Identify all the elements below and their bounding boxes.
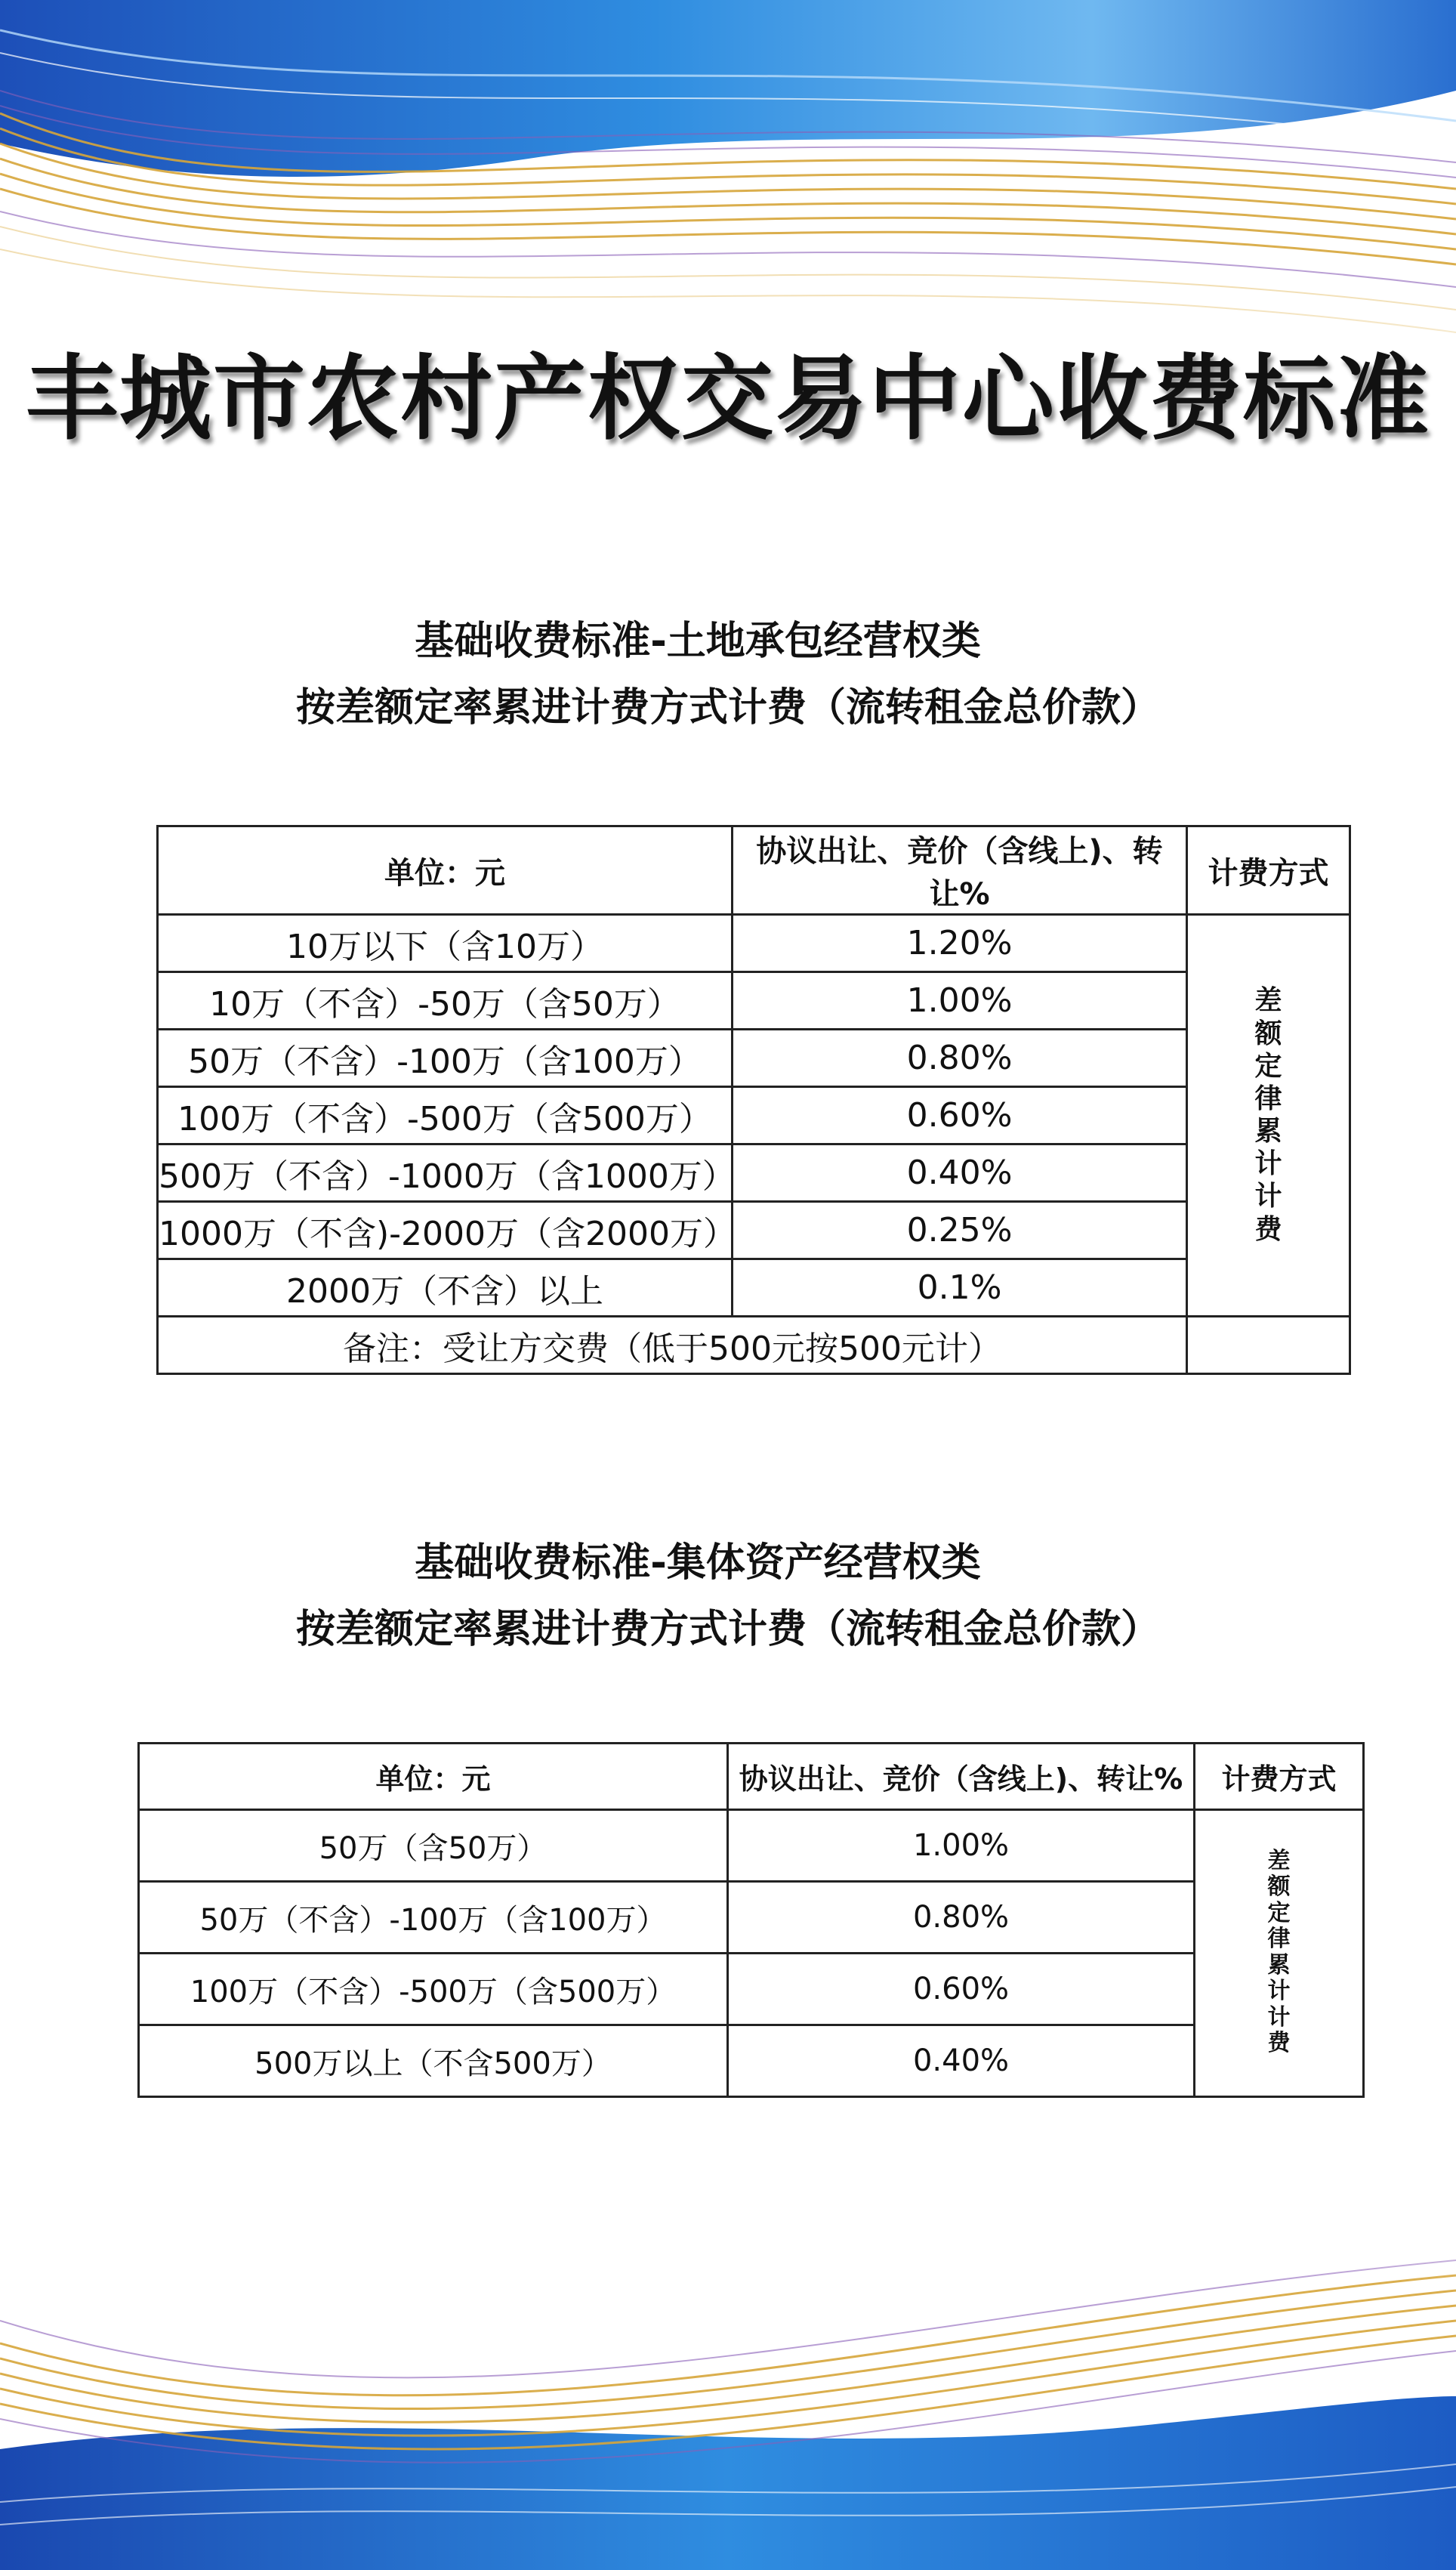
range-cell: 500万以上（不含500万） (139, 2025, 728, 2097)
rate-cell: 0.80% (733, 1030, 1187, 1087)
rate-cell: 0.80% (728, 1882, 1195, 1954)
rate-cell: 0.25% (733, 1202, 1187, 1259)
table-row (158, 1202, 1350, 1259)
table-row (139, 2025, 1364, 2097)
range-cell: 100万（不含）-500万（含500万） (158, 1087, 733, 1144)
section2-title (0, 1530, 1456, 1663)
range-cell: 50万（不含）-100万（含100万） (158, 1030, 733, 1087)
land-contract-fee-table (156, 825, 1351, 1375)
range-cell: 100万（不含）-500万（含500万） (139, 1954, 728, 2025)
table-note-row (158, 1317, 1350, 1374)
rate-cell: 1.00% (728, 1810, 1195, 1882)
table-row (158, 1087, 1350, 1144)
table-row (139, 1954, 1364, 2025)
rate-cell: 0.60% (728, 1954, 1195, 2025)
rate-cell: 0.1% (733, 1259, 1187, 1317)
table-header-row (139, 1744, 1364, 1810)
table-row (158, 972, 1350, 1030)
header-method: 计费方式 (1195, 1744, 1364, 1810)
table-header-row (158, 826, 1350, 915)
section2-title-line1: 基础收费标准-集体资产经营权类 (415, 1540, 981, 1586)
table-row (158, 1259, 1350, 1317)
range-cell: 10万（不含）-50万（含50万） (158, 972, 733, 1030)
table-row (158, 1144, 1350, 1202)
section1-title-line2: 按差额定率累进计费方式计费（流转租金总价款） (295, 685, 1160, 731)
table-row (139, 1882, 1364, 1954)
header-method: 计费方式 (1187, 826, 1350, 915)
rate-cell: 0.40% (728, 2025, 1195, 2097)
header-rate: 协议出让、竞价（含线上)、转让% (728, 1744, 1195, 1810)
section1-title (0, 608, 1456, 741)
method-cell (1187, 915, 1350, 1317)
page-title: 丰城市农村产权交易中心收费标准 (26, 345, 1430, 453)
header-unit: 单位：元 (158, 826, 733, 915)
table-row (158, 915, 1350, 972)
method-text: 差额定律累计计费 (1267, 1847, 1291, 2057)
range-cell: 50万（不含）-100万（含100万） (139, 1882, 728, 1954)
range-cell: 50万（含50万） (139, 1810, 728, 1882)
note-empty-cell (1187, 1317, 1350, 1374)
note-cell: 备注：受让方交费（低于500元按500元计） (158, 1317, 1187, 1374)
bottom-wave-decoration (0, 2147, 1456, 2570)
range-cell: 500万（不含）-1000万（含1000万） (158, 1144, 733, 1202)
method-cell (1195, 1810, 1364, 2097)
header-rate: 协议出让、竞价（含线上)、转让% (733, 826, 1187, 915)
rate-cell: 1.20% (733, 915, 1187, 972)
rate-cell: 0.60% (733, 1087, 1187, 1144)
rate-cell: 0.40% (733, 1144, 1187, 1202)
range-cell: 10万以下（含10万） (158, 915, 733, 972)
header-unit: 单位：元 (139, 1744, 728, 1810)
collective-asset-fee-table (137, 1742, 1365, 2098)
rate-cell: 1.00% (733, 972, 1187, 1030)
section2-title-line2: 按差额定率累进计费方式计费（流转租金总价款） (295, 1607, 1160, 1652)
method-text: 差额定律累计计费 (1254, 985, 1282, 1245)
section1-title-line1: 基础收费标准-土地承包经营权类 (415, 619, 981, 664)
range-cell: 2000万（不含）以上 (158, 1259, 733, 1317)
range-cell: 1000万（不含)-2000万（含2000万） (158, 1202, 733, 1259)
table-row (158, 1030, 1350, 1087)
table-row (139, 1810, 1364, 1882)
